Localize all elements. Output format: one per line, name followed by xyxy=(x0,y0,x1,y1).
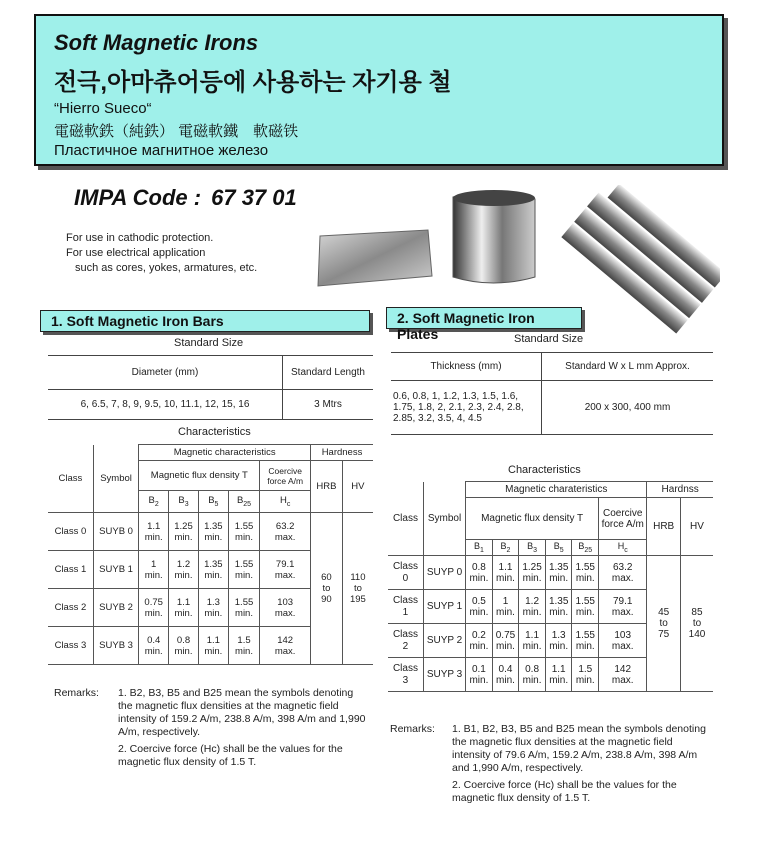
plates-section-title: 2. Soft Magnetic Iron Plates xyxy=(386,307,582,329)
bars-length-header: Standard Length xyxy=(283,356,374,390)
use-line-1: For use in cathodic protection. xyxy=(66,232,214,244)
bars-hrb-header: HRB xyxy=(311,461,343,513)
plates-symbol-header: Symbol xyxy=(423,482,465,556)
value-cell: 1.35 min. xyxy=(545,556,572,590)
value-cell: 0.2 min. xyxy=(466,624,493,658)
bars-class-header: Class xyxy=(48,445,93,513)
bars-standard-size: Standard Size xyxy=(174,337,244,349)
title-cjk: 電磁軟鉄（純鉄） 電磁軟鐵 軟磁铁 xyxy=(54,123,299,140)
impa-value: 67 37 01 xyxy=(211,185,297,210)
plates-hv-header: HV xyxy=(680,498,713,556)
header-box xyxy=(34,14,724,166)
bars-hrb-value: 60 to 90 xyxy=(311,513,343,665)
value-cell: 1.35 min. xyxy=(545,590,572,624)
class-cell: Class 3 xyxy=(48,627,93,665)
plates-b2-header: $B_2$ xyxy=(492,540,519,556)
bars-b3-header: $B_3$ xyxy=(169,491,199,513)
value-cell: 0.1 min. xyxy=(466,658,493,692)
class-cell: Class 3 xyxy=(388,658,423,692)
value-cell: 1.1 min. xyxy=(492,556,519,590)
table-row xyxy=(388,556,713,590)
value-cell: 1 min. xyxy=(492,590,519,624)
plates-b25-header: $B_{25}$ xyxy=(572,540,599,556)
plates-hv-value: 85 to 140 xyxy=(680,556,713,692)
value-cell: 142 max. xyxy=(599,658,647,692)
value-cell: 1.1 min. xyxy=(139,513,169,551)
value-cell: 79.1 max. xyxy=(599,590,647,624)
plates-coercive-header: Coercive force A/m xyxy=(599,498,647,540)
value-cell: 1.55 min. xyxy=(572,590,599,624)
value-cell: 63.2 max. xyxy=(260,513,311,551)
value-cell: 1.55 min. xyxy=(228,551,260,589)
value-cell: 0.8 min. xyxy=(466,556,493,590)
bars-hv-header: HV xyxy=(342,461,373,513)
impa-label: IMPA Code : xyxy=(74,185,202,210)
plates-b1-header: $B_1$ xyxy=(466,540,493,556)
plates-hrb-value: 45 to 75 xyxy=(647,556,681,692)
class-cell: Class 2 xyxy=(48,589,93,627)
symbol-cell: SUYB 0 xyxy=(93,513,138,551)
bars-section-title: 1. Soft Magnetic Iron Bars xyxy=(40,310,370,332)
plates-hrb-header: HRB xyxy=(647,498,681,556)
plates-wl: 200 x 300, 400 mm xyxy=(542,381,714,435)
plates-remarks-label: Remarks: xyxy=(390,723,435,735)
value-cell: 1 min. xyxy=(139,551,169,589)
value-cell: 1.25 min. xyxy=(519,556,546,590)
plates-b5-header: $B_5$ xyxy=(545,540,572,556)
symbol-cell: SUYB 3 xyxy=(93,627,138,665)
bars-b2-header: $B_2$ xyxy=(139,491,169,513)
bars-coercive-header: Coercive force A/m xyxy=(260,461,311,491)
bars-flux-header: Magnetic flux density T xyxy=(139,461,260,491)
class-cell: Class 1 xyxy=(48,551,93,589)
value-cell: 1.1 min. xyxy=(519,624,546,658)
bars-hv-value: 110 to 195 xyxy=(342,513,373,665)
value-cell: 1.35 min. xyxy=(198,551,228,589)
value-cell: 103 max. xyxy=(599,624,647,658)
bars-remark-1: 1. B2, B3, B5 and B25 mean the symbols denoting the magnetic flux densities at the magnetic field intensity of 159.2 A/m, 238.8 A/m, 398 A/m and 1,990 A/m, respectively. xyxy=(118,687,366,738)
title-english: Soft Magnetic Irons xyxy=(54,30,259,55)
value-cell: 103 max. xyxy=(260,589,311,627)
value-cell: 1.55 min. xyxy=(228,513,260,551)
value-cell: 1.2 min. xyxy=(169,551,199,589)
title-spanish: “Hierro Sueco“ xyxy=(54,100,152,117)
plates-b3-header: $B_3$ xyxy=(519,540,546,556)
plates-flux-header: Magnetic flux density T xyxy=(466,498,599,540)
plates-magnetic-header: Magnetic charateristics xyxy=(466,482,647,498)
class-cell: Class 2 xyxy=(388,624,423,658)
use-line-3: such as cores, yokes, armatures, etc. xyxy=(75,262,258,274)
bars-characteristics-title: Characteristics xyxy=(178,426,251,438)
bars-b25-header: $B_{25}$ xyxy=(228,491,260,513)
symbol-cell: SUYB 2 xyxy=(93,589,138,627)
iron-rods-image xyxy=(560,185,720,335)
symbol-cell: SUYP 2 xyxy=(423,624,465,658)
bars-characteristics-table xyxy=(48,444,373,665)
plates-size-table xyxy=(391,352,713,435)
bars-hardness-header: Hardness xyxy=(311,445,373,461)
plates-wl-header: Standard W x L mm Approx. xyxy=(542,353,714,381)
value-cell: 0.8 min. xyxy=(519,658,546,692)
plates-characteristics-table xyxy=(388,481,713,692)
table-row xyxy=(48,513,373,551)
bars-b5-header: $B_5$ xyxy=(198,491,228,513)
value-cell: 0.4 min. xyxy=(492,658,519,692)
plates-remark-1: 1. B1, B2, B3, B5 and B25 mean the symbols denoting the magnetic flux densities at the magnetic field intensity of 79.6 A/m, 159.2 A/m, 238.8 A/m, 398 A/m and 1,990 A/m, respectively. xyxy=(452,723,706,774)
symbol-cell: SUYP 0 xyxy=(423,556,465,590)
plates-thickness: 0.6, 0.8, 1, 1.2, 1.3, 1.5, 1.6, 1.75, 1.8, 2, 2.1, 2.3, 2.4, 2.8, 2.85, 3.2, 3.5, 4, 4.5 xyxy=(391,381,542,435)
plates-standard-size: Standard Size xyxy=(514,333,584,345)
bars-remarks-label: Remarks: xyxy=(54,687,99,699)
class-cell: Class 0 xyxy=(388,556,423,590)
plates-thickness-header: Thickness (mm) xyxy=(391,353,542,381)
value-cell: 1.1 min. xyxy=(545,658,572,692)
value-cell: 0.5 min. xyxy=(466,590,493,624)
iron-plate-image xyxy=(316,228,434,288)
bars-hc-header: $H_c$ xyxy=(260,491,311,513)
value-cell: 63.2 max. xyxy=(599,556,647,590)
symbol-cell: SUYP 3 xyxy=(423,658,465,692)
use-line-2: For use electrical application xyxy=(66,247,206,259)
bars-diameters: 6, 6.5, 7, 8, 9, 9.5, 10, 11.1, 12, 15, 16 xyxy=(48,390,283,420)
plates-class-header: Class xyxy=(388,482,423,556)
iron-tube-image xyxy=(443,185,543,290)
bars-symbol-header: Symbol xyxy=(93,445,138,513)
title-russian: Пластичное магнитное железо xyxy=(54,142,269,159)
bars-size-table xyxy=(48,355,373,420)
value-cell: 0.75 min. xyxy=(492,624,519,658)
value-cell: 1.2 min. xyxy=(519,590,546,624)
impa-code xyxy=(74,185,297,211)
value-cell: 1.55 min. xyxy=(228,589,260,627)
value-cell: 1.5 min. xyxy=(572,658,599,692)
bars-magnetic-header: Magnetic characteristics xyxy=(139,445,311,461)
plates-hardness-header: Hardnss xyxy=(647,482,713,498)
value-cell: 1.55 min. xyxy=(572,624,599,658)
value-cell: 1.1 min. xyxy=(169,589,199,627)
value-cell: 0.75 min. xyxy=(139,589,169,627)
value-cell: 1.35 min. xyxy=(198,513,228,551)
value-cell: 1.55 min. xyxy=(572,556,599,590)
plates-hc-header: $H_c$ xyxy=(599,540,647,556)
value-cell: 1.25 min. xyxy=(169,513,199,551)
bars-diameter-header: Diameter (mm) xyxy=(48,356,283,390)
value-cell: 0.4 min. xyxy=(139,627,169,665)
value-cell: 0.8 min. xyxy=(169,627,199,665)
symbol-cell: SUYB 1 xyxy=(93,551,138,589)
plates-remark-2: 2. Coercive force (Hc) shall be the values for the magnetic flux density of 1.5 T. xyxy=(452,779,677,804)
class-cell: Class 0 xyxy=(48,513,93,551)
bars-remark-2: 2. Coercive force (Hc) shall be the values for the magnetic flux density of 1.5 T. xyxy=(118,743,343,768)
value-cell: 1.3 min. xyxy=(198,589,228,627)
class-cell: Class 1 xyxy=(388,590,423,624)
plates-characteristics-title: Characteristics xyxy=(508,464,581,476)
value-cell: 1.3 min. xyxy=(545,624,572,658)
value-cell: 1.5 min. xyxy=(228,627,260,665)
bars-length: 3 Mtrs xyxy=(283,390,374,420)
value-cell: 79.1 max. xyxy=(260,551,311,589)
title-korean: 전극,아마츄어등에 사용하는 자기용 철 xyxy=(54,69,452,96)
value-cell: 142 max. xyxy=(260,627,311,665)
symbol-cell: SUYP 1 xyxy=(423,590,465,624)
value-cell: 1.1 min. xyxy=(198,627,228,665)
